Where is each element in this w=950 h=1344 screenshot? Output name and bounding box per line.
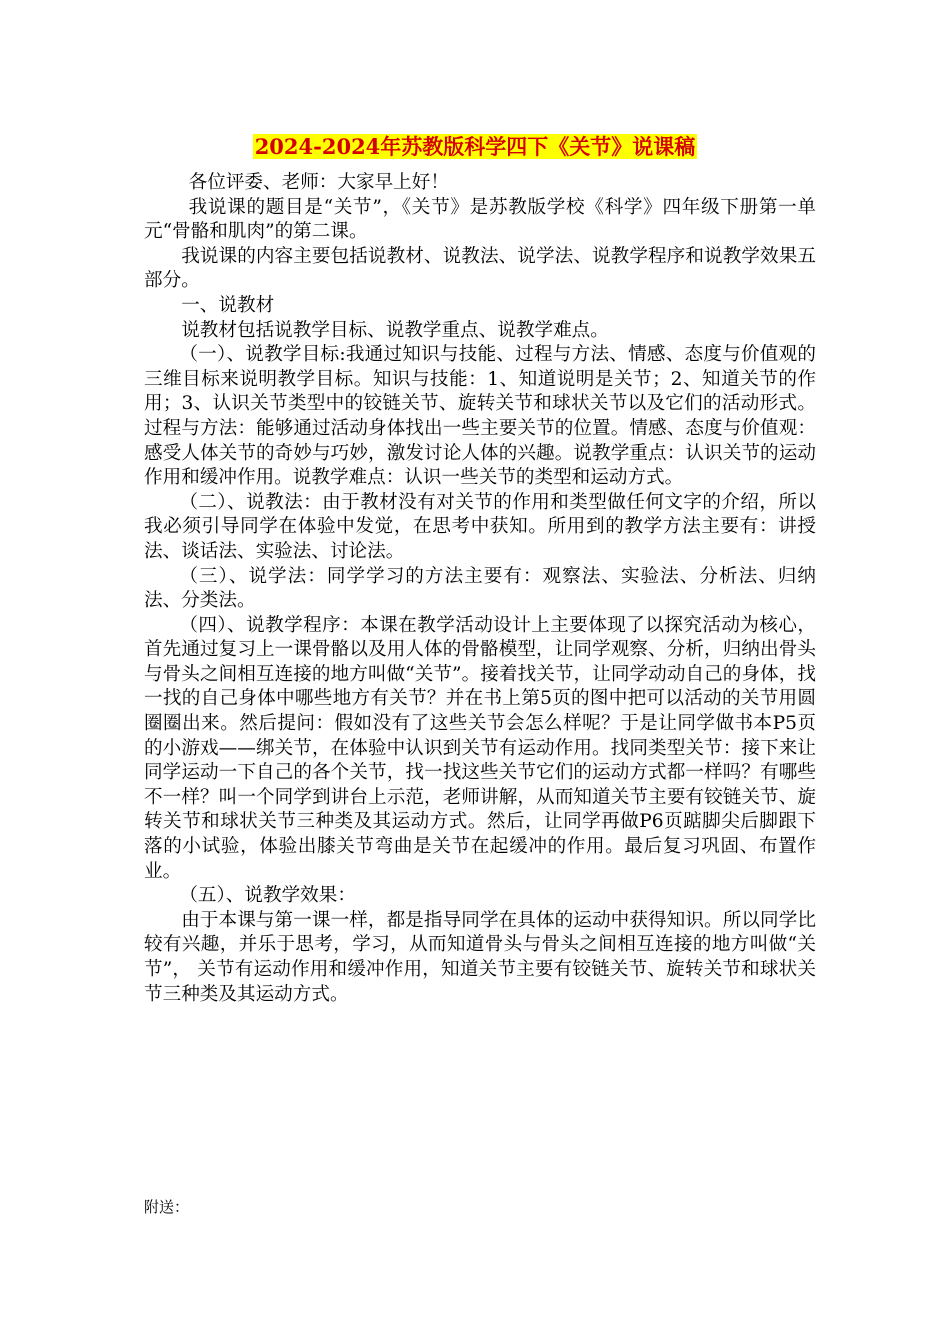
greeting-paragraph: 各位评委、老师：大家早上好！ bbox=[188, 172, 449, 193]
topic-paragraph: 我说课的题目是“关节”，《关节》是苏教版学校《科学》四年级下册第一单元“骨骼和肌肉”的第二课。 bbox=[144, 196, 816, 243]
textbook-paragraph: 说教材包括说教学目标、说教学重点、说教学难点。 bbox=[181, 319, 609, 341]
document-title bbox=[0, 130, 950, 164]
learning-methods-paragraph: （三）、说学法：同学学习的方法主要有：观察法、实验法、分析法、归纳法、分类法。 bbox=[144, 565, 816, 612]
document-body bbox=[144, 171, 816, 1007]
title-text: 2024-2024年苏教版科学四下《关节》说课稿 bbox=[254, 134, 696, 159]
teaching-goals-paragraph: （一）、说教学目标:我通过知识与技能、过程与方法、情感、态度与价值观的三维目标来说明教学目标。知识与技能：1、知道说明是关节；2、知道关节的作用；3、认识关节类型中的铰链关节、旋转关节和球状关节以及它们的活动形式。过程与方法：能够通过活动身体找出一些主要关节的位置。情感、态度与价值观：感受人体关节的奇妙与巧妙，激发讨论人体的兴趣。说教学重点：认识关节的运动作用和缓冲作用。说教学难点：认识一些关节的类型和运动方式。 bbox=[144, 344, 816, 489]
contents-paragraph: 我说课的内容主要包括说教材、说教法、说学法、说教学程序和说教学效果五部分。 bbox=[144, 245, 816, 292]
teaching-procedure-paragraph: （四）、说教学程序：本课在教学活动设计上主要体现了以探究活动为核心，首先通过复习上一课骨骼以及用人体的骨骼模型，让同学观察、分析，归纳出骨头与骨头之间相互连接的地方叫做“关节”。接着找关节，让同学动动自己的身体，找一找的自己身体中哪些地方有关节？并在书上第5页的图中把可以活动的关节用圆圈圈出来。然后提问：假如没有了这些关节会怎么样呢？于是让同学做书本P5页的小游戏——绑关节，在体验中认识到关节有运动作用。找同类型关节：接下来让同学运动一下自己的各个关节，找一找这些关节它们的运动方式都一样吗？有哪些不一样？叫一个同学到讲台上示范，老师讲解，从而知道关节主要有铰链关节、旋转关节和球状关节三种类及其运动方式。然后，让同学再做P6页踮脚尖后脚跟下落的小试验，体验出膝关节弯曲是关节在起缓冲的作用。最后复习巩固、布置作业。 bbox=[144, 614, 816, 882]
teaching-methods-paragraph: （二）、说教法：由于教材没有对关节的作用和类型做任何文字的介绍，所以我必须引导同学在体验中发觉，在思考中获知。所用到的教学方法主要有：讲授法、谈话法、实验法、讨论法。 bbox=[144, 491, 816, 562]
teaching-effect-paragraph: 由于本课与第一课一样，都是指导同学在具体的运动中获得知识。所以同学比较有兴趣，并乐于思考，学习，从而知道骨头与骨头之间相互连接的地方叫做“关节”， 关节有运动作用和缓冲作用，知道关节主要有铰链关节、旋转关节和球状关节三种类及其运动方式。 bbox=[144, 909, 816, 1005]
section-heading-textbook: 一、说教材 bbox=[181, 294, 275, 316]
teaching-effect-heading: （五）、说教学效果： bbox=[179, 885, 356, 907]
footer-note: 附送： bbox=[144, 1198, 190, 1216]
